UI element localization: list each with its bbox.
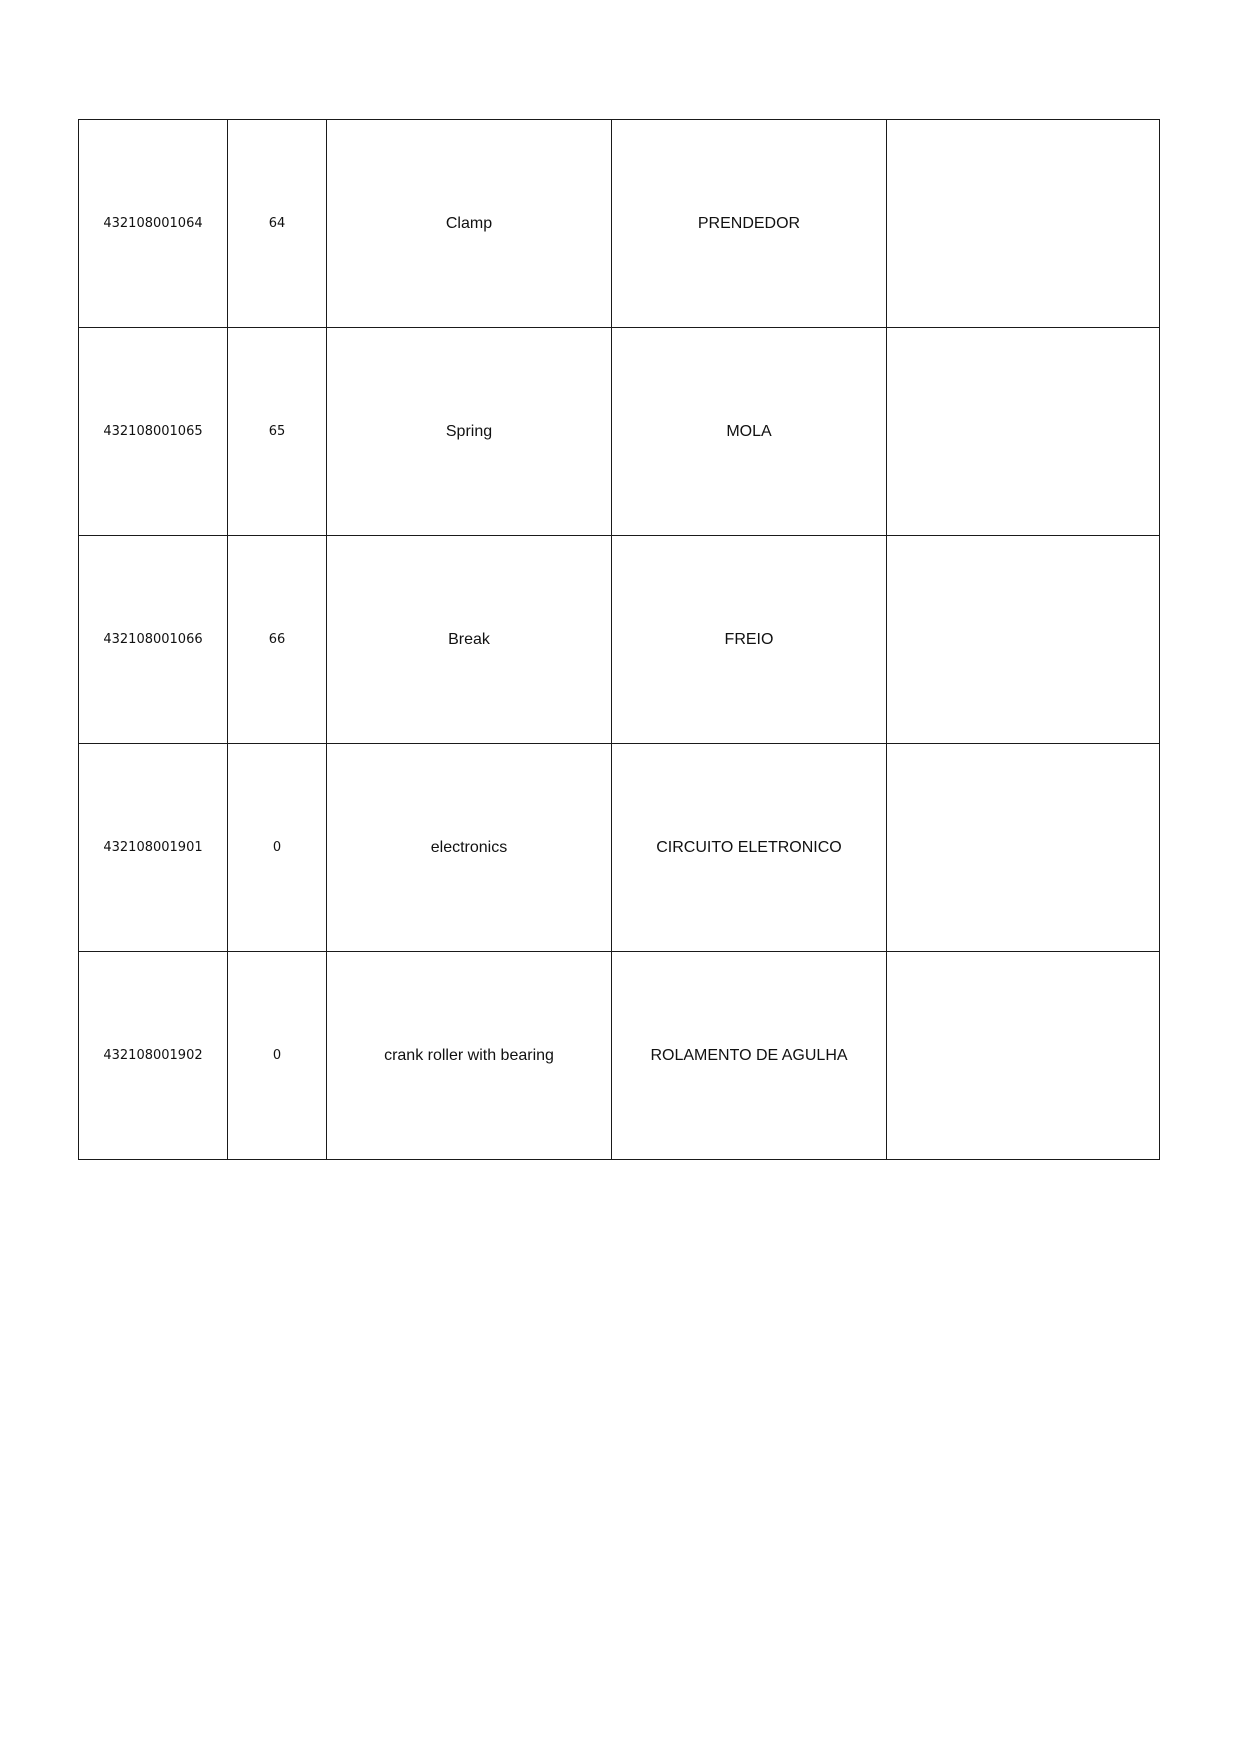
english-description-cell: Spring [327, 328, 612, 536]
item-number-cell: 0 [228, 744, 327, 952]
table-row [79, 120, 1160, 328]
part-code-cell: 432108001901 [79, 744, 228, 952]
portuguese-description-cell: CIRCUITO ELETRONICO [612, 744, 887, 952]
part-code-cell: 432108001066 [79, 536, 228, 744]
notes-cell [887, 120, 1160, 328]
english-description-cell: electronics [327, 744, 612, 952]
portuguese-description-cell: FREIO [612, 536, 887, 744]
part-code-cell: 432108001064 [79, 120, 228, 328]
notes-cell [887, 536, 1160, 744]
item-number-cell: 0 [228, 952, 327, 1160]
table-row [79, 744, 1160, 952]
portuguese-description-cell: PRENDEDOR [612, 120, 887, 328]
english-description-cell: Break [327, 536, 612, 744]
table-row [79, 536, 1160, 744]
item-number-cell: 64 [228, 120, 327, 328]
parts-table [78, 119, 1160, 1160]
item-number-cell: 66 [228, 536, 327, 744]
table-row [79, 328, 1160, 536]
portuguese-description-cell: ROLAMENTO DE AGULHA [612, 952, 887, 1160]
notes-cell [887, 952, 1160, 1160]
table-row [79, 952, 1160, 1160]
notes-cell [887, 744, 1160, 952]
part-code-cell: 432108001902 [79, 952, 228, 1160]
portuguese-description-cell: MOLA [612, 328, 887, 536]
english-description-cell: Clamp [327, 120, 612, 328]
english-description-cell: crank roller with bearing [327, 952, 612, 1160]
item-number-cell: 65 [228, 328, 327, 536]
part-code-cell: 432108001065 [79, 328, 228, 536]
notes-cell [887, 328, 1160, 536]
